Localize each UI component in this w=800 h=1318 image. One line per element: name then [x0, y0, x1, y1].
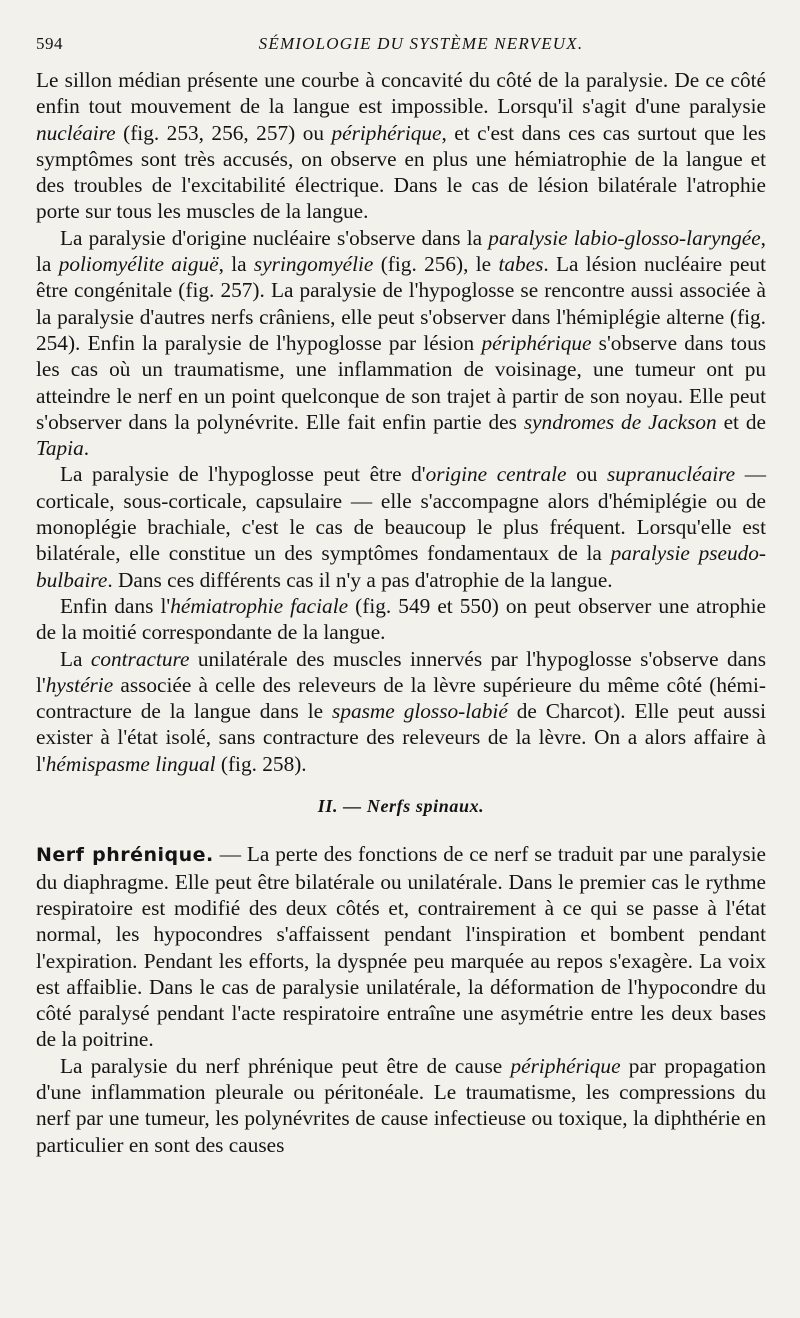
- paragraph: [36, 67, 766, 225]
- paragraph: [36, 646, 766, 777]
- italic-term: contracture: [90, 646, 190, 671]
- text-run: , la: [218, 252, 254, 277]
- italic-term: périphérique: [331, 120, 442, 145]
- text-run: associée à celle des releveurs de la lèvre supérieure du même côté (hémi-contracture de la langue dans le: [36, 672, 766, 724]
- text-run: , et c'est dans ces cas surtout que les symptômes sont très accusés, on observe en plus une hémiatrophie de la langue et des troubles de l'excitabilité électrique. Dans le cas de lésion bilatérale l'atrophie porte sur tous les muscles de la langue.: [36, 120, 766, 224]
- italic-term: supranucléaire: [606, 462, 736, 487]
- paragraph: [36, 225, 766, 462]
- italic-term: syringomyélie: [253, 252, 374, 277]
- italic-term: hémispasme lingual: [45, 751, 216, 776]
- italic-term: tabes: [498, 252, 544, 277]
- paragraph: [36, 841, 766, 1052]
- running-title: SÉMIOLOGIE DU SYSTÈME NERVEUX.: [258, 34, 584, 53]
- text-run: , la: [36, 225, 766, 277]
- text-run: Enfin dans l': [60, 593, 171, 618]
- italic-term: Tapia: [36, 436, 84, 461]
- paragraph: [36, 461, 766, 592]
- italic-term: périphérique: [510, 1053, 621, 1078]
- text-run: — La perte des fonctions de ce nerf se traduit par une paralysie du diaphragme. Elle peut être bilatérale ou unilatérale. Dans le premier cas le rythme respiratoire est modifié des deux côtés et, contrairement à ce qui se passe à l'état normal, les hypocondres s'affaissent pendant l'inspiration et bombent pendant l'expiration. Pendant les efforts, la dyspnée peu marquée au repos s'exagère. La voix est affaiblie. Dans le cas de paralysie unilatérale, la déformation de l'hypocondre du côté paralysé pendant l'acte respiratoire entraîne une asymétrie entre les deux bases de la poitrine.: [36, 842, 766, 1052]
- text-run: de Charcot). Elle peut aussi exister à l'état isolé, sans contracture des releveurs de la lèvre. On a alors affaire à l': [36, 699, 766, 776]
- text-run: Le sillon médian présente une courbe à concavité du côté de la paralysie. De ce côté enfin tout mouvement de la langue est impossible. Lorsqu'il s'agit d'une paralysie: [36, 68, 766, 119]
- text-run: (fig. 549 et 550) on peut observer une atrophie de la moitié correspondante de la langue.: [36, 593, 766, 645]
- paragraph: [36, 1053, 766, 1158]
- italic-term: paralysie pseudo-bulbaire: [36, 541, 766, 592]
- text-run: La: [60, 646, 91, 671]
- text-run: et de: [716, 409, 766, 434]
- section-heading: II. — Nerfs spinaux.: [317, 796, 485, 817]
- text-run: La paralysie de l'hypoglosse peut être d': [60, 462, 426, 487]
- italic-term: origine centrale: [425, 462, 567, 487]
- text-run: La paralysie du nerf phrénique peut être de cause: [60, 1053, 511, 1078]
- italic-term: hémiatrophie faciale: [170, 593, 349, 618]
- text-run: s'observe dans tous les cas où un traumatisme, une inflammation de voisinage, une tumeur ont pu atteindre le nerf en un point quelconque de son trajet à partir de son noyau. Elle peut s'observer dans la polynévrite. Elle fait enfin partie des: [36, 330, 767, 434]
- phrenic-section: [36, 841, 766, 1158]
- italic-term: syndromes de Jackson: [523, 409, 717, 434]
- page-header: [36, 34, 766, 56]
- italic-term: spasme glosso-labié: [332, 699, 508, 724]
- text-run: (fig. 253, 256, 257) ou: [115, 120, 332, 145]
- page-number: 594: [36, 34, 63, 53]
- paragraph: [36, 593, 766, 646]
- italic-term: nucléaire: [36, 120, 116, 145]
- text-run: La paralysie d'origine nucléaire s'observe dans la: [60, 225, 489, 250]
- text-run: ou: [566, 462, 607, 487]
- text-run: .: [83, 436, 90, 461]
- page-body: [36, 67, 766, 1158]
- text-run: par propagation d'une inflammation pleurale ou péritonéale. Le traumatisme, les compressions du nerf par une tumeur, les polynévrites de cause infectieuse ou toxique, la diphthérie en particulier en sont des causes: [36, 1053, 766, 1157]
- run-in-heading: Nerf phrénique.: [36, 844, 214, 867]
- text-run: . La lésion nucléaire peut être congénitale (fig. 257). La paralysie de l'hypoglosse se rencontre aussi associée à la paralysie d'autres nerfs crâniens, elle peut s'observer dans l'hémiplégie alterne (fig. 254). Enfin la paralysie de l'hypoglosse par lésion: [36, 252, 767, 355]
- text-run: . Dans ces différents cas il n'y a pas d'atrophie de la langue.: [107, 567, 613, 592]
- text-run: (fig. 256), le: [373, 252, 499, 277]
- italic-term: hystérie: [45, 672, 114, 697]
- italic-term: périphérique: [481, 330, 592, 355]
- text-run: (fig. 258).: [215, 751, 307, 776]
- text-run: unilatérale des muscles innervés par l'hypoglosse s'observe dans l': [36, 646, 766, 697]
- hypoglossal-section: [36, 67, 766, 777]
- text-run: — corticale, sous-corticale, capsulaire — elle s'accompagne alors d'hémiplégie ou de monoplégie brachiale, c'est le cas de beaucoup le plus fréquent. Lorsqu'elle est bilatérale, elle constitue un des symptômes fondamentaux de la: [36, 462, 766, 566]
- italic-term: paralysie labio-glosso-laryngée: [488, 225, 761, 250]
- italic-term: poliomyélite aiguë: [58, 252, 219, 277]
